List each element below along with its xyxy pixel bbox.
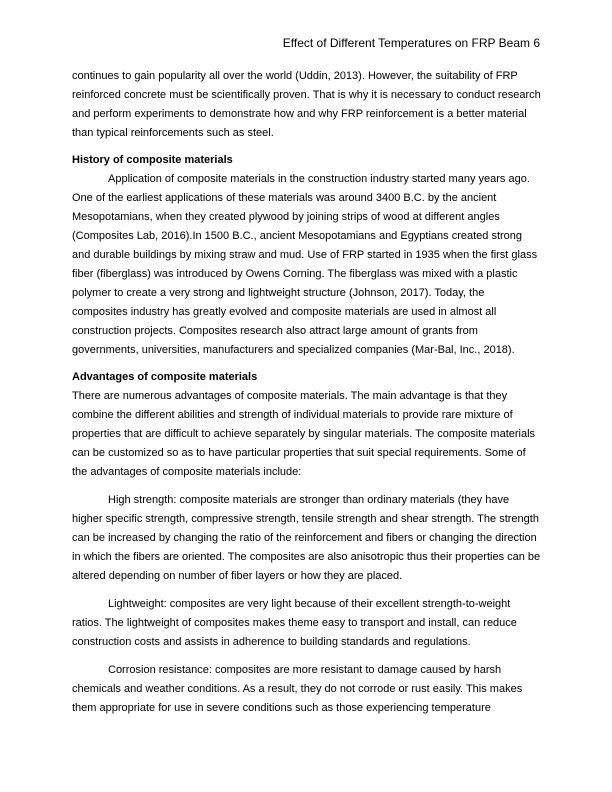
running-head: Effect of Different Temperatures on FRP Beam 6: [282, 36, 540, 50]
paragraph-continuation: continues to gain popularity all over the world (Uddin, 2013). However, the suitability of FRP reinforced concrete must be scientifically proven. That is why it is necessary to conduct research and perform experiments to demonstrate how and why FRP reinforcement is a better material than typical reinforcements such as steel.: [72, 70, 541, 139]
paragraph-advantages-intro: There are numerous advantages of composite materials. The main advantage is that they combine the different abilities and strength of individual materials to provide rare mixture of properties that are difficult to achieve separately by singular materials. The composite materials can be customized so as to have particular properties that suit special requirements. Some of the advantages of composite materials include:: [72, 390, 536, 478]
document-body: [72, 67, 542, 718]
heading-history: History of composite materials: [72, 154, 233, 166]
heading-advantages: Advantages of composite materials: [72, 371, 258, 383]
paragraph-lightweight: Lightweight: composites are very light because of their excellent strength-to-weight ratios. The lightweight of composites makes theme easy to transport and install, can reduce construction costs and assists in adherence to building standards and regulations.: [72, 598, 517, 648]
paragraph-corrosion-resistance: Corrosion resistance: composites are more resistant to damage caused by harsh chemicals and weather conditions. As a result, they do not corrode or rust easily. This makes them appropriate for use in severe conditions such as those experiencing temperature: [72, 664, 523, 714]
paragraph-high-strength: High strength: composite materials are stronger than ordinary materials (they have higher specific strength, compressive strength, tensile strength and shear strength. The strength can be increased by changing the ratio of the reinforcement and fibers or changing the direction in which the fibers are oriented. The composites are also anisotropic thus their properties can be altered depending on number of fiber layers or how they are placed.: [72, 494, 541, 582]
paragraph-history: Application of composite materials in the construction industry started many years ago. One of the earliest applications of these materials was around 3400 B.C. by the ancient Mesopotamians, when they created plywood by joining strips of wood at different angles (Composites Lab, 2016).In 1500 B.C., ancient Mesopotamians and Egyptians created strong and durable buildings by mixing straw and mud. Use of FRP started in 1935 when the first glass fiber (fiberglass) was introduced by Owens Corning. The fiberglass was mixed with a plastic polymer to create a very strong and lightweight structure (Johnson, 2017). Today, the composites industry has greatly evolved and composite materials are used in almost all construction projects. Composites research also attract large amount of grants from governments, universities, manufacturers and specialized companies (Mar-Bal, Inc., 2018).: [72, 173, 538, 356]
